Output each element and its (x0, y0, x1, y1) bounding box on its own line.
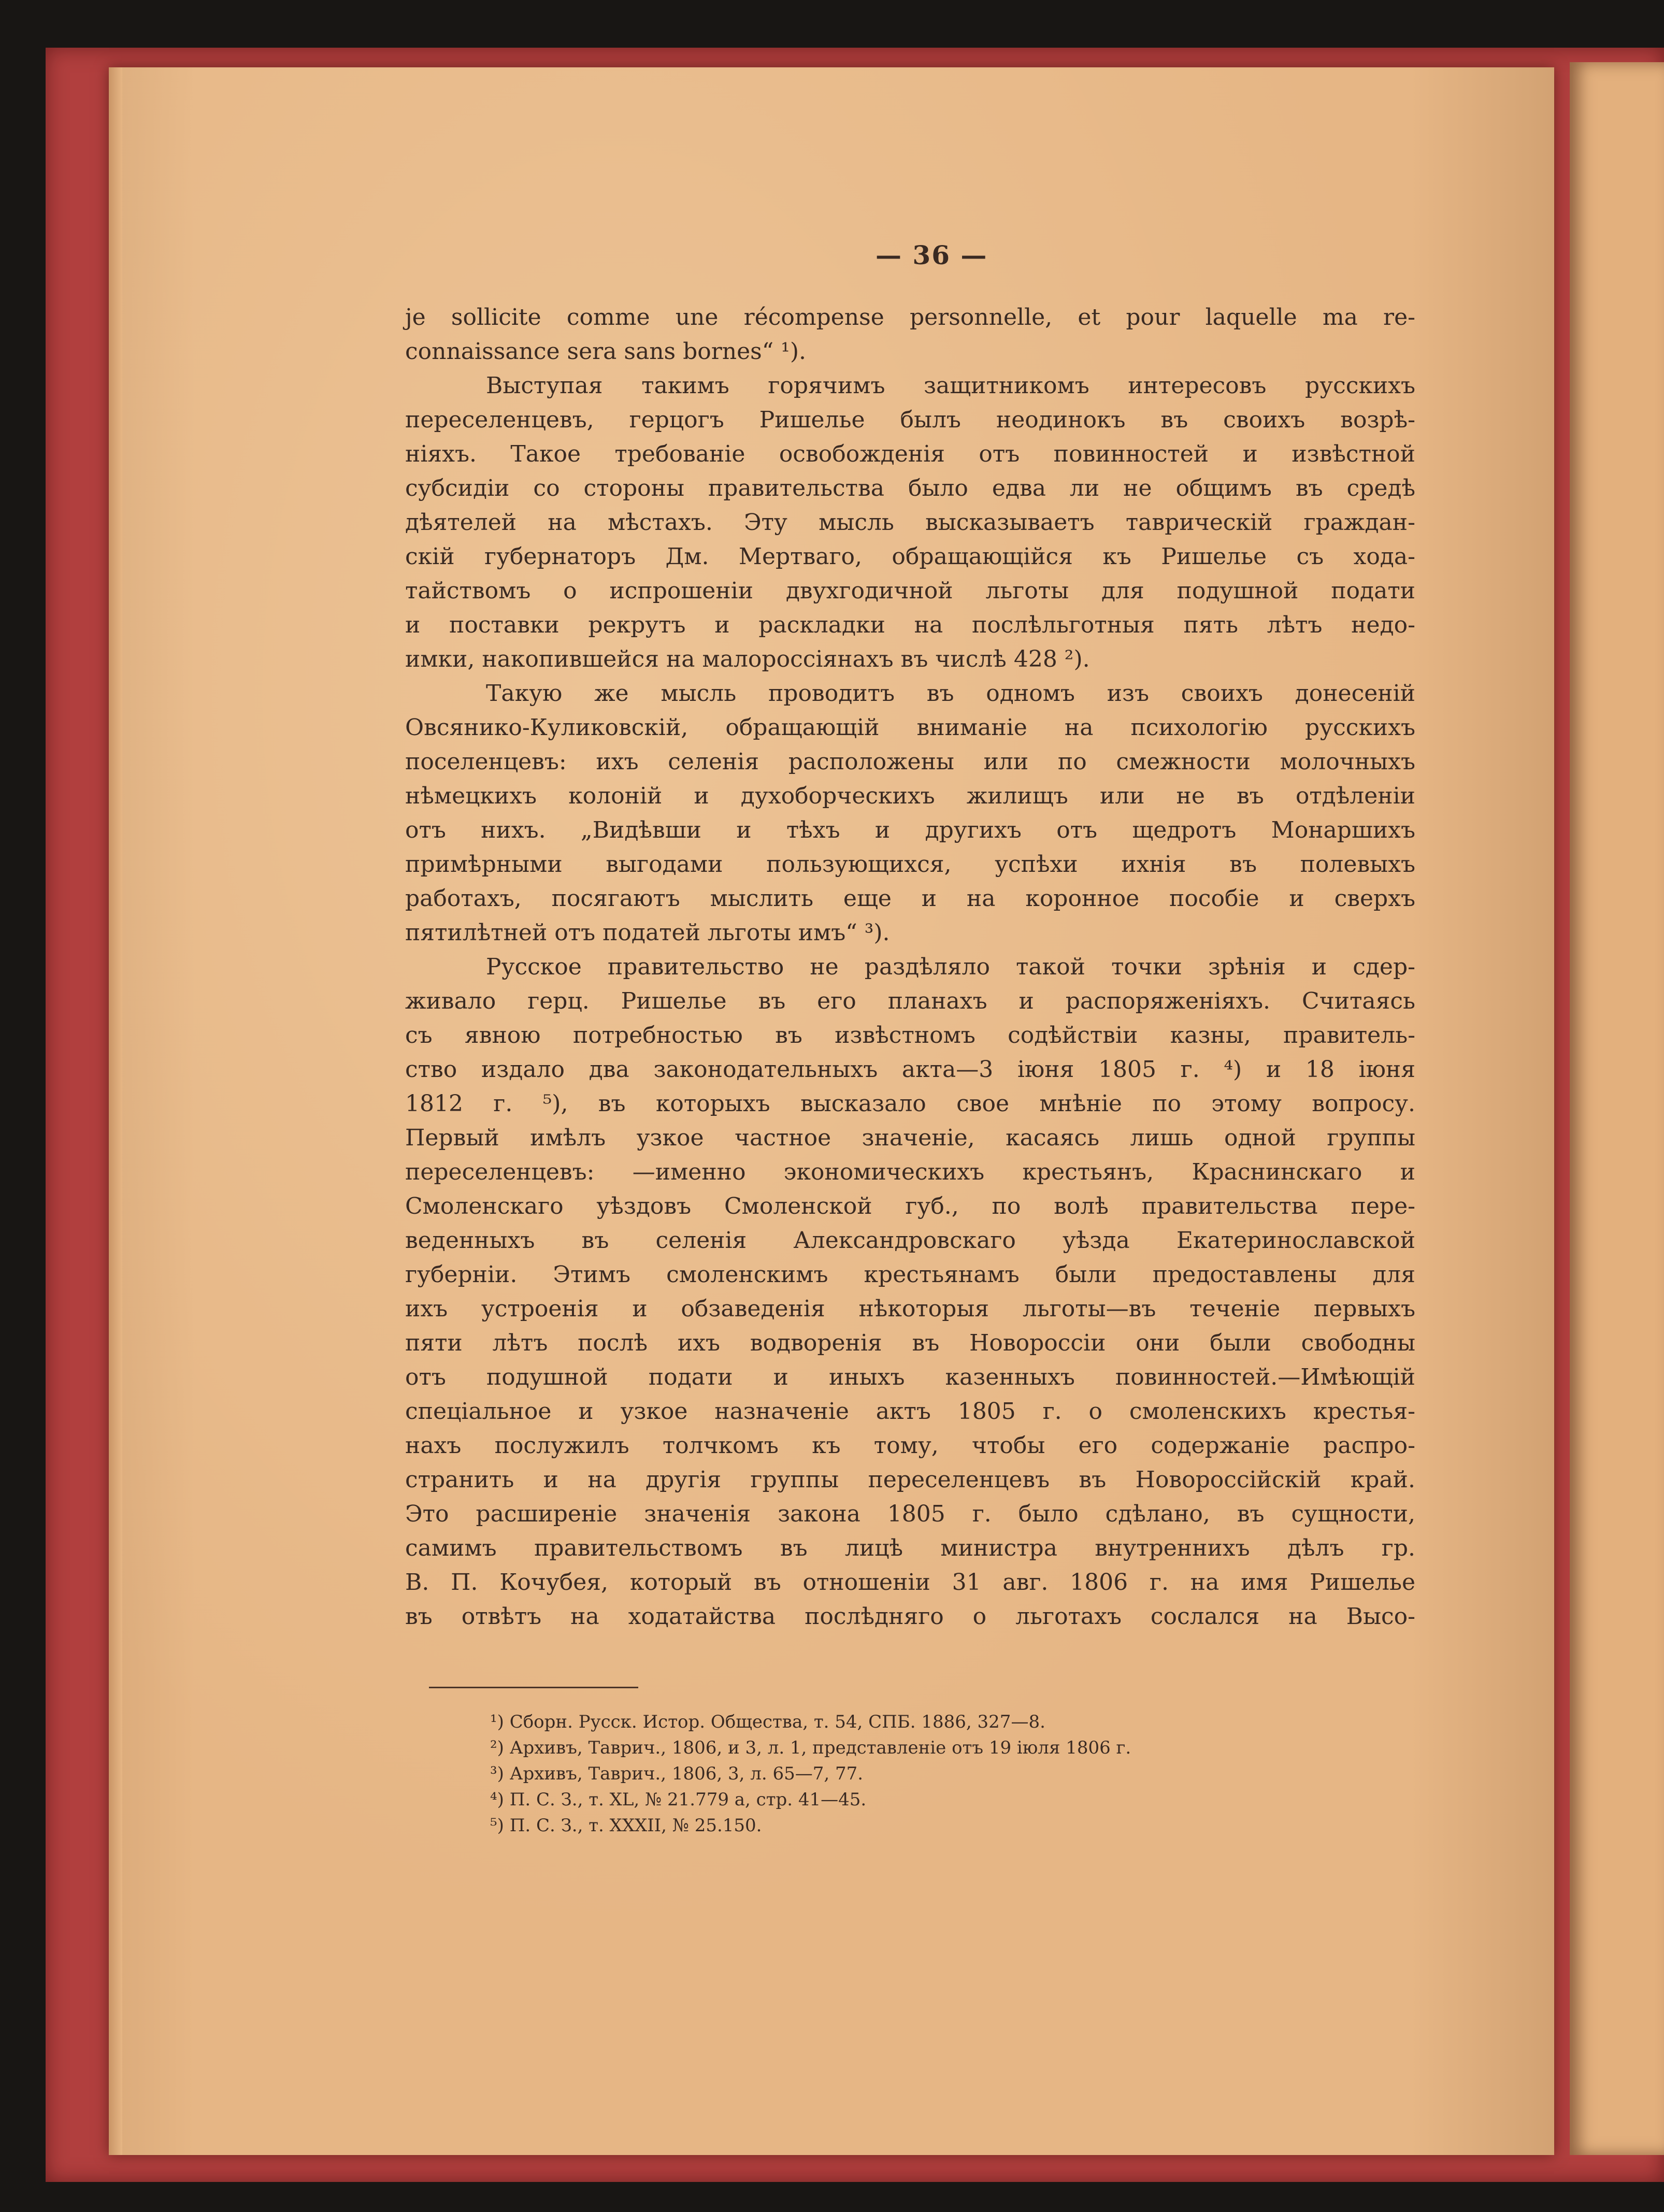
text-line: спеціальное и узкое назначеніе актъ 1805 г. о смоленскихъ крестья- (405, 1398, 1415, 1425)
footnote: ³) Архивъ, Таврич., 1806, 3, л. 65—7, 77. (490, 1763, 864, 1784)
text-line: Первый имѣлъ узкое частное значеніе, касаясь лишь одной группы (405, 1125, 1415, 1151)
text-line: переселенцевъ, герцогъ Ришелье былъ неодинокъ въ своихъ возрѣ- (405, 407, 1415, 433)
text-line: ство издало два законодательныхъ акта—3 іюня 1805 г. ⁴) и 18 іюня (405, 1056, 1415, 1083)
text-line: скій губернаторъ Дм. Мертваго, обращающійся къ Ришелье съ хода- (405, 543, 1415, 570)
text-line: и поставки рекрутъ и раскладки на послѣльготныя пять лѣтъ недо- (405, 612, 1415, 638)
text-line: отъ нихъ. „Видѣвши и тѣхъ и другихъ отъ щедротъ Монаршихъ (405, 817, 1415, 843)
footnote: ¹) Сборн. Русск. Истор. Общества, т. 54, СПБ. 1886, 327—8. (490, 1712, 1045, 1732)
text-line: пяти лѣтъ послѣ ихъ водворенія въ Новороссіи они были свободны (405, 1330, 1415, 1356)
text-line: Смоленскаго уѣздовъ Смоленской губ., по волѣ правительства пере- (405, 1193, 1415, 1219)
text-line: субсидіи со стороны правительства было едва ли не общимъ въ средѣ (405, 475, 1415, 501)
footnote: ⁵) П. С. З., т. XXXII, № 25.150. (490, 1815, 762, 1836)
text-line: странить и на другія группы переселенцевъ въ Новороссійскій край. (405, 1467, 1415, 1493)
text-line: В. П. Кочубея, который въ отношеніи 31 авг. 1806 г. на имя Ришелье (405, 1569, 1415, 1596)
text-line: connaissance sera sans bornes“ ¹). (405, 338, 807, 365)
text-line: нахъ послужилъ толчкомъ къ тому, чтобы его содержаніе распро- (405, 1432, 1415, 1459)
footnote: ²) Архивъ, Таврич., 1806, и 3, л. 1, представленіе отъ 19 іюля 1806 г. (490, 1737, 1131, 1758)
text-line: Овсянико-Куликовскій, обращающій вниманіе на психологію русскихъ (405, 714, 1415, 741)
text-line: ихъ устроенія и обзаведенія нѣкоторыя льготы—въ теченіе первыхъ (405, 1296, 1415, 1322)
footnote: ⁴) П. С. З., т. XL, № 21.779 а, стр. 41—45. (490, 1789, 867, 1810)
text-line: работахъ, посягаютъ мыслить еще и на коронное пособіе и сверхъ (405, 885, 1415, 912)
text-line: отъ подушной подати и иныхъ казенныхъ повинностей.—Имѣющій (405, 1364, 1415, 1390)
text-line: 1812 г. ⁵), въ которыхъ высказало свое мнѣніе по этому вопросу. (405, 1090, 1415, 1117)
text-line: нѣмецкихъ колоній и духоборческихъ жилищъ или не въ отдѣленіи (405, 783, 1415, 809)
text-line: губерніи. Этимъ смоленскимъ крестьянамъ были предоставлены для (405, 1261, 1415, 1288)
text-line: тайствомъ о испрошеніи двухгодичной льготы для подушной подати (405, 578, 1415, 604)
text-line: имки, накопившейся на малороссіянахъ въ числѣ 428 ²). (405, 646, 1090, 672)
text-line: дѣятелей на мѣстахъ. Эту мысль высказываетъ таврическій граждан- (405, 509, 1415, 536)
text-line: веденныхъ въ селенія Александровскаго уѣзда Екатеринославской (405, 1227, 1415, 1254)
page-number: — 36 — (876, 240, 988, 270)
text-line: Это расширеніе значенія закона 1805 г. было сдѣлано, въ сущности, (405, 1501, 1415, 1527)
text-line: переселенцевъ: —именно экономическихъ крестьянъ, Краснинскаго и (405, 1159, 1415, 1185)
footnote-divider (429, 1687, 638, 1688)
text-line: живало герц. Ришелье въ его планахъ и распоряженіяхъ. Считаясь (405, 988, 1415, 1014)
text-line: je sollicite comme une récompense personnelle, et pour laquelle ma re- (405, 304, 1415, 331)
text-line: поселенцевъ: ихъ селенія расположены или по смежности молочныхъ (405, 749, 1415, 775)
text-line: самимъ правительствомъ въ лицѣ министра внутреннихъ дѣлъ гр. (405, 1535, 1415, 1561)
text-line: ніяхъ. Такое требованіе освобожденія отъ повинностей и извѣстной (405, 441, 1415, 467)
text-line: Русское правительство не раздѣляло такой точки зрѣнія и сдер- (486, 954, 1415, 980)
text-line: пятилѣтней отъ податей льготы имъ“ ³). (405, 920, 890, 946)
text-line: Такую же мысль проводитъ въ одномъ изъ своихъ донесеній (486, 680, 1415, 707)
text-line: въ отвѣтъ на ходатайства послѣдняго о льготахъ сослался на Высо- (405, 1603, 1415, 1630)
text-line: примѣрными выгодами пользующихся, успѣхи ихнія въ полевыхъ (405, 851, 1415, 878)
text-line: Выступая такимъ горячимъ защитникомъ интересовъ русскихъ (486, 372, 1415, 399)
text-line: съ явною потребностью въ извѣстномъ содѣйствіи казны, правитель- (405, 1022, 1415, 1048)
